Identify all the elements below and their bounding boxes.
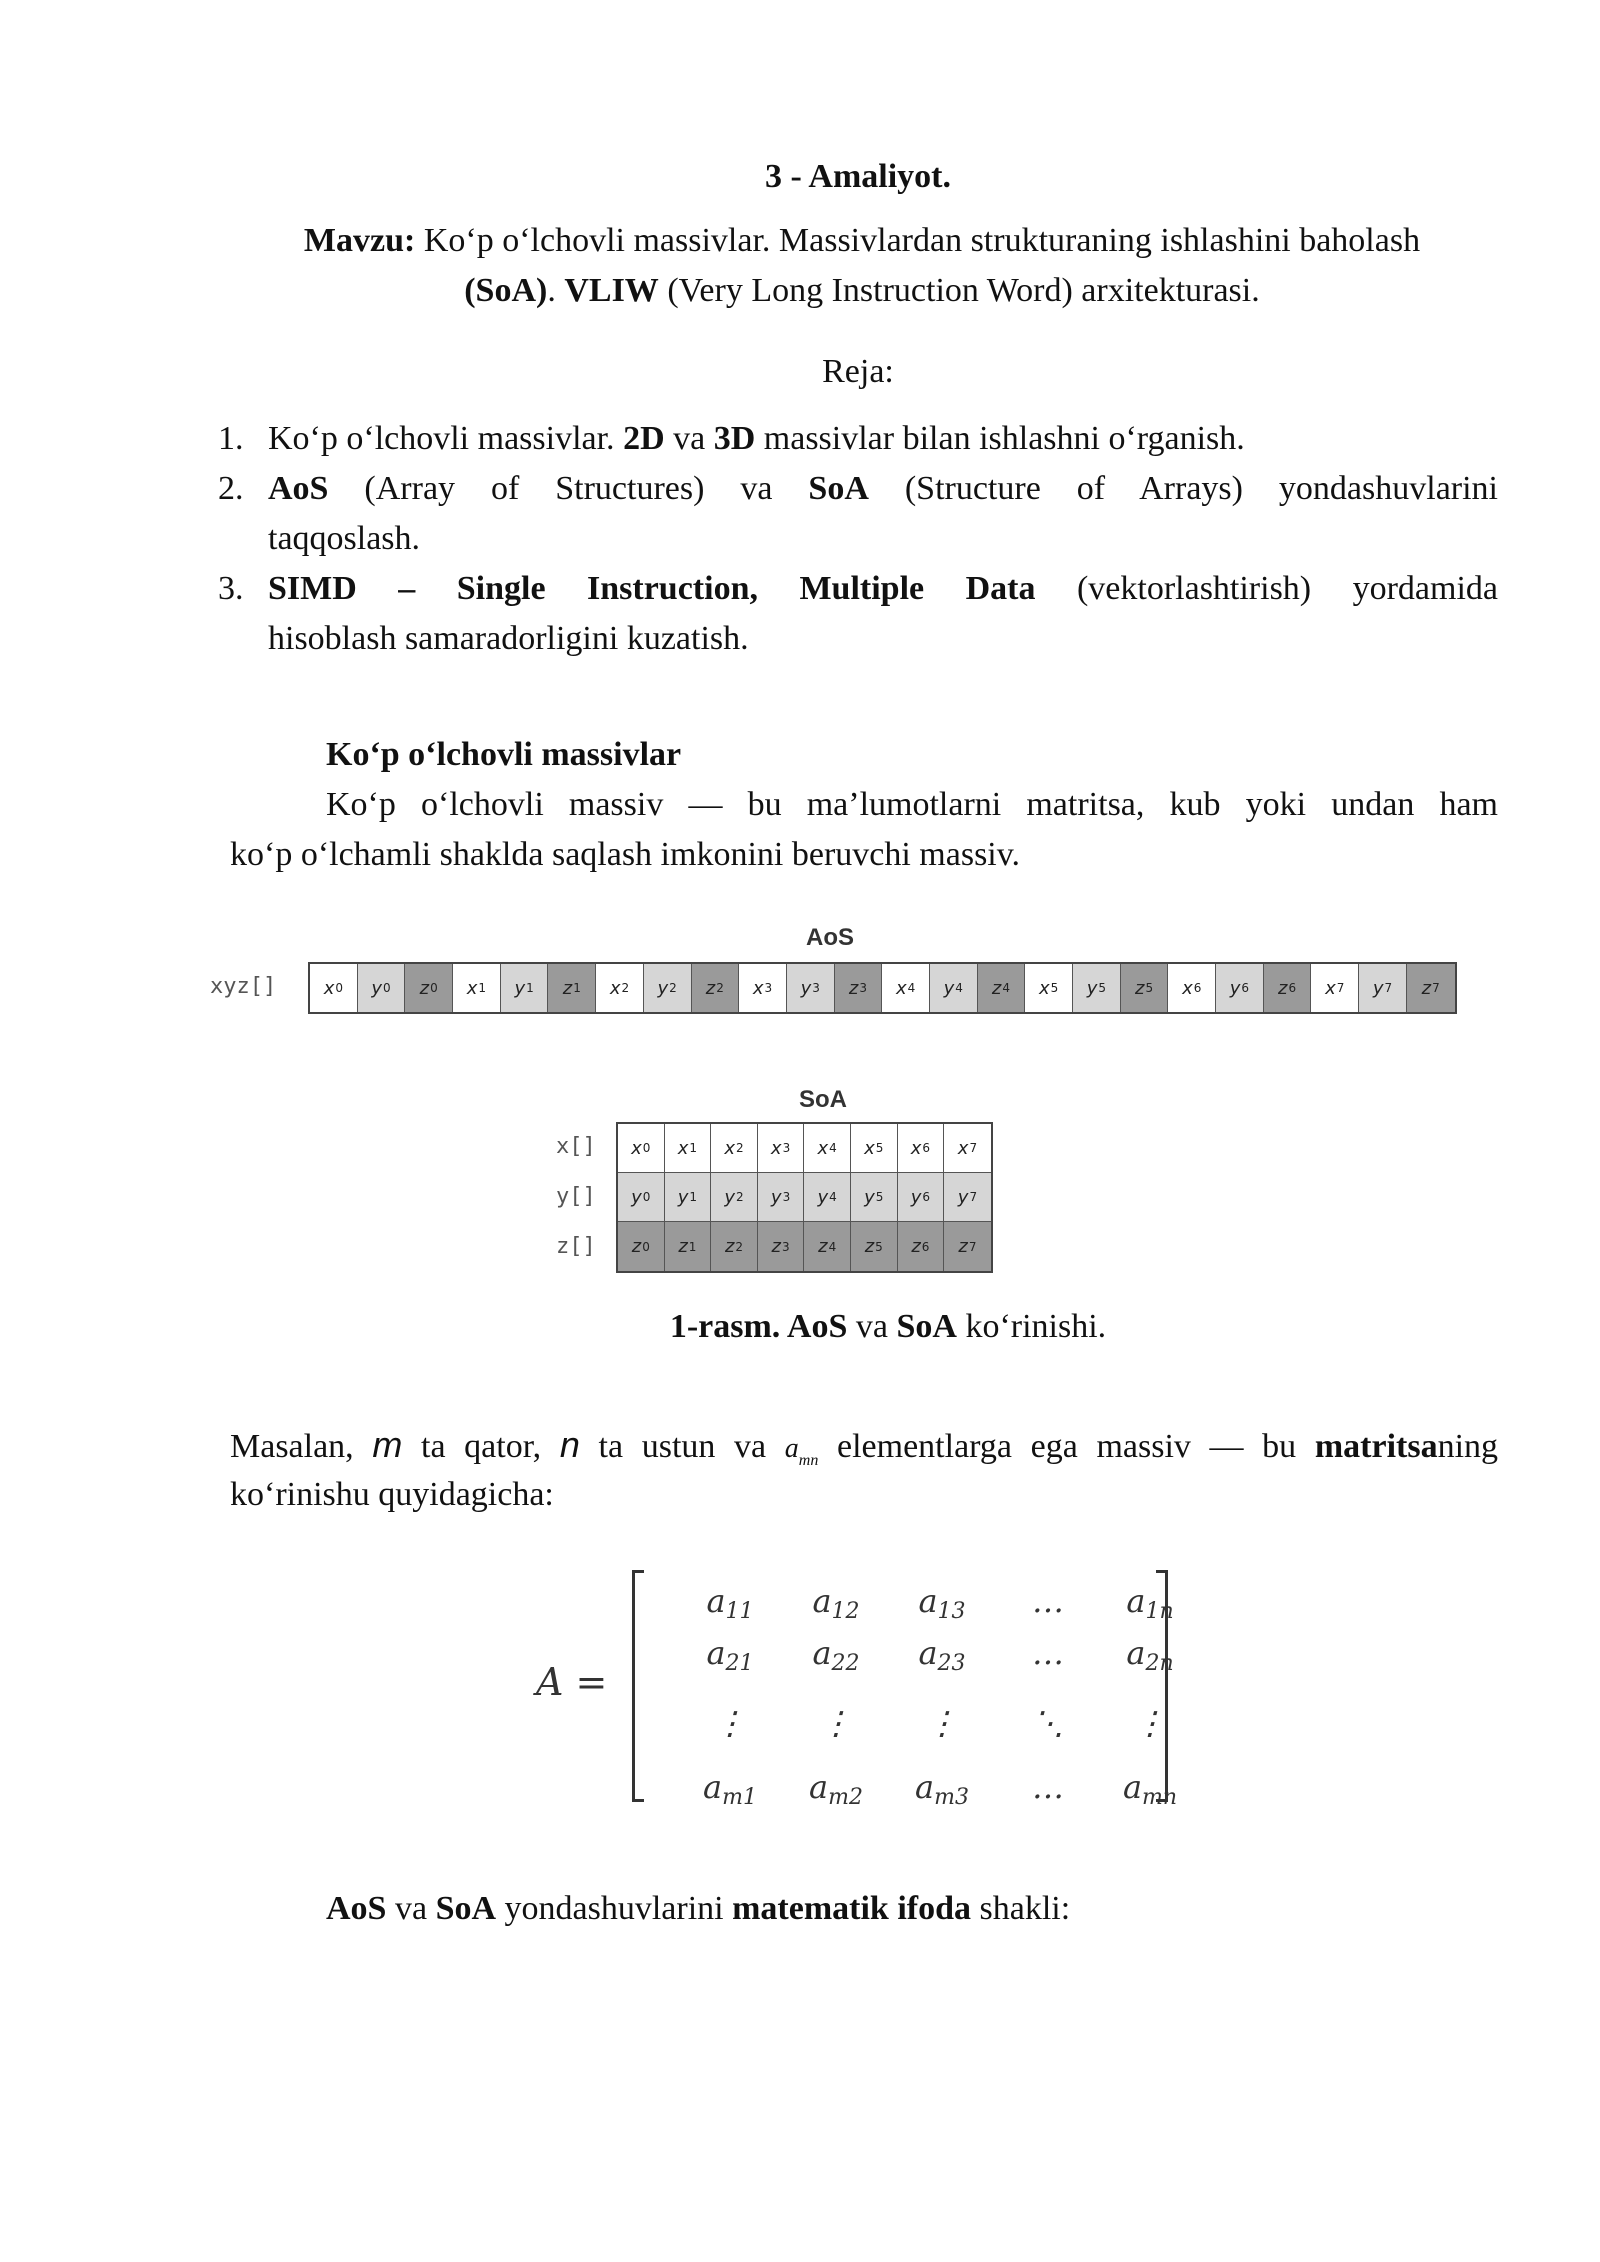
caption-bold-2: SoA xyxy=(896,1308,957,1345)
example-text-5: ning xyxy=(1437,1428,1499,1465)
closing-aos: AoS xyxy=(326,1890,387,1927)
example-var-a: a xyxy=(784,1433,799,1464)
plan-item-1-number: 1. xyxy=(218,420,244,457)
soa-arrays xyxy=(616,1122,993,1273)
aos-cell-x4: x 4 xyxy=(882,964,930,1012)
example-var-n: n xyxy=(559,1424,580,1465)
soa-row-x xyxy=(618,1124,991,1173)
plan-item-2-line-2: taqqoslash. xyxy=(268,520,421,557)
matrix-entry: $a_{m1}$ xyxy=(703,1768,757,1810)
plan-item-3 xyxy=(268,564,1498,614)
aos-cell-z1: z 1 xyxy=(548,964,596,1012)
matrix-entry: $a_{21}$ xyxy=(706,1634,754,1676)
aos-title: AoS xyxy=(806,924,854,951)
aos-cell-z5: z 5 xyxy=(1121,964,1169,1012)
plan-item-3-number: 3. xyxy=(218,570,244,607)
soa-cell-y0: y 0 xyxy=(618,1173,665,1222)
plan-item-2-number: 2. xyxy=(218,470,244,507)
aos-cell-z0: z 0 xyxy=(405,964,453,1012)
aos-cell-x0: x 0 xyxy=(310,964,358,1012)
aos-cell-y7: y 7 xyxy=(1359,964,1407,1012)
plan-item-3-line-2: hisoblash samaradorligini kuzatish. xyxy=(268,620,749,657)
soa-label-y: y[] xyxy=(556,1184,596,1209)
aos-cell-x6: x 6 xyxy=(1168,964,1216,1012)
soa-cell-z2: z 2 xyxy=(711,1222,758,1271)
topic-sep: . xyxy=(547,272,556,309)
plan-heading-text: Reja: xyxy=(822,353,894,390)
matrix-entry: $a_{12}$ xyxy=(812,1582,860,1624)
aos-cell-z2: z 2 xyxy=(692,964,740,1012)
soa-cell-x3: x 3 xyxy=(758,1124,805,1173)
topic-label: Mavzu: xyxy=(303,222,416,259)
closing-text-2: yondashuvlarini xyxy=(504,1890,724,1927)
soa-cell-z4: z 4 xyxy=(804,1222,851,1271)
soa-row-y xyxy=(618,1173,991,1222)
matrix-entry: … xyxy=(1032,1768,1064,1806)
plan-item-1 xyxy=(268,414,1498,464)
matrix-entry: ⋮ xyxy=(926,1704,958,1742)
matrix-left-bracket xyxy=(632,1570,644,1802)
aos-cell-z4: z 4 xyxy=(978,964,1026,1012)
soa-label-z: z[] xyxy=(556,1234,596,1259)
aos-cell-x3: x 3 xyxy=(739,964,787,1012)
plan-3-text-1: (vektorlashtirish) yordamida xyxy=(1076,570,1499,607)
example-var-m: m xyxy=(372,1424,403,1465)
caption-text-1: va xyxy=(855,1308,888,1345)
plan-2-text-2: (Structure of Arrays) yondashuvlarini xyxy=(904,470,1498,507)
topic-text-1: Ko‘p o‘lchovli massivlar. Massivlardan strukturaning ishlashini baholash xyxy=(423,222,1421,259)
plan-item-2 xyxy=(268,464,1498,514)
section-para-line-1: Ko‘p o‘lchovli massiv — bu ma’lumotlarni matritsa, kub yoki undan ham xyxy=(326,786,1498,823)
matrix-entry: ⋮ xyxy=(820,1704,852,1742)
matrix-entry: … xyxy=(1032,1634,1064,1672)
example-text-3: ta ustun va xyxy=(598,1428,767,1465)
soa-cell-y6: y 6 xyxy=(898,1173,945,1222)
soa-cell-x6: x 6 xyxy=(898,1124,945,1173)
aos-array xyxy=(308,962,1457,1014)
section-para-line-2: ko‘p o‘lchamli shaklda saqlash imkonini beruvchi massiv. xyxy=(230,836,1021,873)
soa-title: SoA xyxy=(799,1086,847,1113)
matrix-body xyxy=(650,1570,1178,1810)
closing-bold-3: matematik ifoda xyxy=(732,1890,972,1927)
example-var-a-sub: mn xyxy=(798,1451,819,1469)
topic-vliw: VLIW xyxy=(564,272,659,309)
section-heading xyxy=(326,730,681,780)
soa-cell-y2: y 2 xyxy=(711,1173,758,1222)
topic-line-2 xyxy=(230,266,1494,316)
matrix-entry: $a_{23}$ xyxy=(918,1634,966,1676)
example-text-1: Masalan, xyxy=(230,1428,354,1465)
plan-1-text-2: va xyxy=(673,420,706,457)
plan-1-text-3: massivlar bilan ishlashni o‘rganish. xyxy=(763,420,1245,457)
closing-soa: SoA xyxy=(435,1890,497,1927)
caption-bold-1: 1-rasm. AoS xyxy=(669,1308,848,1345)
soa-cell-x5: x 5 xyxy=(851,1124,898,1173)
caption-text-2: ko‘rinishi. xyxy=(965,1308,1107,1345)
figure-caption xyxy=(560,1302,1216,1352)
matrix-entry: $a_{mn}$ xyxy=(1122,1768,1178,1810)
soa-cell-y5: y 5 xyxy=(851,1173,898,1222)
example-line-2: ko‘rinishu quyidagicha: xyxy=(230,1476,554,1513)
soa-cell-z0: z 0 xyxy=(618,1222,665,1271)
matrix-lhs: A = xyxy=(536,1660,608,1704)
closing-text-1: va xyxy=(394,1890,428,1927)
topic-soa: (SoA) xyxy=(464,272,548,309)
plan-1-3d: 3D xyxy=(713,420,756,457)
aos-array-label: xyz[] xyxy=(210,974,277,999)
plan-2-text-1: (Array of Structures) va xyxy=(364,470,773,507)
soa-cell-z6: z 6 xyxy=(898,1222,945,1271)
soa-cell-y7: y 7 xyxy=(944,1173,991,1222)
plan-2-soa: SoA xyxy=(808,470,869,507)
matrix-entry: … xyxy=(1032,1582,1064,1620)
aos-cell-z3: z 3 xyxy=(835,964,883,1012)
aos-cell-y6: y 6 xyxy=(1216,964,1264,1012)
soa-cell-x2: x 2 xyxy=(711,1124,758,1173)
soa-cell-y1: y 1 xyxy=(665,1173,712,1222)
topic-line-1 xyxy=(230,216,1494,266)
aos-cell-x2: x 2 xyxy=(596,964,644,1012)
title-text: 3 - Amaliyot. xyxy=(764,158,952,195)
aos-cell-y0: y 0 xyxy=(358,964,406,1012)
soa-cell-x4: x 4 xyxy=(804,1124,851,1173)
closing-line xyxy=(326,1884,1070,1934)
aos-cell-y4: y 4 xyxy=(930,964,978,1012)
soa-cell-z3: z 3 xyxy=(758,1222,805,1271)
soa-cell-x1: x 1 xyxy=(665,1124,712,1173)
matrix-entry: $a_{13}$ xyxy=(918,1582,966,1624)
matrix-entry: $a_{m2}$ xyxy=(809,1768,863,1810)
plan-2-aos: AoS xyxy=(268,470,329,507)
aos-cell-y2: y 2 xyxy=(644,964,692,1012)
soa-cell-y4: y 4 xyxy=(804,1173,851,1222)
matrix-entry: $a_{2n}$ xyxy=(1126,1634,1174,1676)
soa-cell-z5: z 5 xyxy=(851,1222,898,1271)
example-element-symbol xyxy=(784,1428,819,1469)
plan-1-2d: 2D xyxy=(623,420,665,457)
soa-cell-z1: z 1 xyxy=(665,1222,712,1271)
soa-row-z xyxy=(618,1222,991,1271)
matrix-entry: $a_{1n}$ xyxy=(1126,1582,1174,1624)
page-title xyxy=(0,152,1600,202)
plan-1-text-1: Ko‘p o‘lchovli massivlar. xyxy=(268,420,615,457)
aos-cell-x1: x 1 xyxy=(453,964,501,1012)
closing-text-3: shakli: xyxy=(979,1890,1071,1927)
aos-cell-x5: x 5 xyxy=(1025,964,1073,1012)
soa-cell-z7: z 7 xyxy=(944,1222,991,1271)
soa-label-x: x[] xyxy=(556,1134,596,1159)
section-heading-text: Ko‘p o‘lchovli massivlar xyxy=(326,736,682,773)
matrix-entry: ⋮ xyxy=(714,1704,746,1742)
example-text-2: ta qator, xyxy=(421,1428,542,1465)
plan-3-simd: SIMD – Single Instruction, Multiple Data xyxy=(268,570,1036,607)
matrix-entry: $a_{11}$ xyxy=(706,1582,754,1624)
example-bold: matritsa xyxy=(1314,1428,1438,1465)
matrix-entry: ⋱ xyxy=(1032,1704,1064,1742)
matrix-entry: $a_{m3}$ xyxy=(915,1768,969,1810)
example-text-4: elementlarga ega massiv — bu xyxy=(837,1428,1297,1465)
aos-cell-y3: y 3 xyxy=(787,964,835,1012)
soa-cell-x7: x 7 xyxy=(944,1124,991,1173)
aos-cell-z6: z 6 xyxy=(1264,964,1312,1012)
aos-cell-y5: y 5 xyxy=(1073,964,1121,1012)
aos-cell-x7: x 7 xyxy=(1311,964,1359,1012)
soa-cell-y3: y 3 xyxy=(758,1173,805,1222)
soa-cell-x0: x 0 xyxy=(618,1124,665,1173)
aos-cell-z7: z 7 xyxy=(1407,964,1455,1012)
topic-text-2: (Very Long Instruction Word) arxitekturasi. xyxy=(667,272,1260,309)
matrix-entry: ⋮ xyxy=(1134,1704,1166,1742)
aos-cell-y1: y 1 xyxy=(501,964,549,1012)
matrix-entry: $a_{22}$ xyxy=(812,1634,860,1676)
plan-heading xyxy=(0,347,1600,397)
